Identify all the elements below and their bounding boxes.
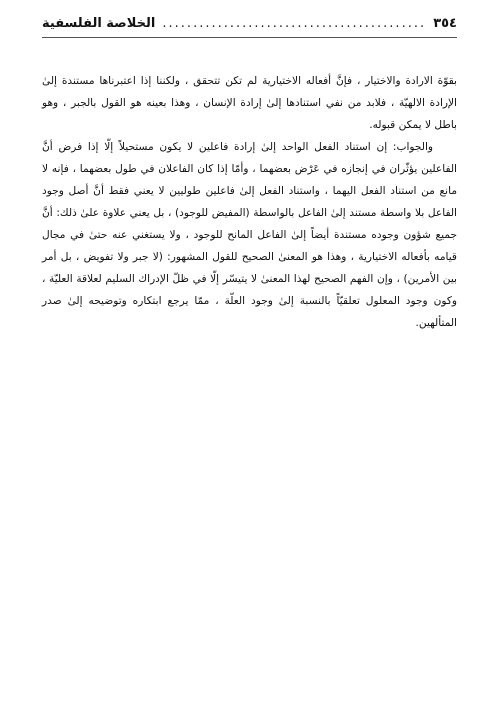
book-title: الخلاصة الفلسفية: [42, 15, 156, 31]
running-header: [42, 10, 457, 36]
paragraph-answer: والجواب: إن استناد الفعل الواحد إلىٰ إرادة فاعلين لا يكون مستحيلاً إلّا إذا فرض أنَّ الفاعلين يؤثّران في إنجازه في عَرْض بعضهما ، وأمّا إذا كان الفاعلان في طول بعضهما ، فإنه لا مانع من استناد الفعل اليهما ، واستناد الفعل إلىٰ فاعلين طوليين لا يعني فقط أنَّ أصل وجود الفاعل بلا واسطة مستند إلىٰ الفاعل بالواسطة (المفيض للوجود) ، بل يعني علاوة علىٰ ذلك: أنَّ جميع شؤون وجوده مستندة أيضاً إلىٰ الفاعل المانح للوجود ، ولا يستغني عنه حتىٰ في مجال قيامه بأفعاله الاختيارية ، وهذا هو المعنىٰ الصحيح للقول المشهور: (لا جبر ولا تفويض ، بل أمر بين الأمرين) ، وإن الفهم الصحيح لهذا المعنىٰ لا يتيسّر إلّا في ظلّ الإدراك السليم لعلاقة العليّة ، وكون وجود المعلول تعلقيّاً بالنسبة إلىٰ وجود العلّة ، ممّا يرجع ابتكاره وتوضيحه إلىٰ صدر المتألهين.: [42, 141, 457, 329]
body-text: [42, 70, 457, 334]
page-number: ٣٥٤: [433, 15, 457, 31]
header-rule: [42, 37, 457, 38]
paragraph-continuation: بقوّة الارادة والاختيار ، فإنَّ أفعاله الاختيارية لم تكن تتحقق ، ولكننا إذا اعتبرناها مستندة إلىٰ الإرادة الالهيّة ، فلابد من نفي استنادها إلىٰ إرادة الإنسان ، وهذا بعينه هو القول بالجبر ، وهو باطل لا يمكن قبوله.: [42, 75, 457, 131]
header-dot-leader: ...........................................: [162, 15, 427, 31]
